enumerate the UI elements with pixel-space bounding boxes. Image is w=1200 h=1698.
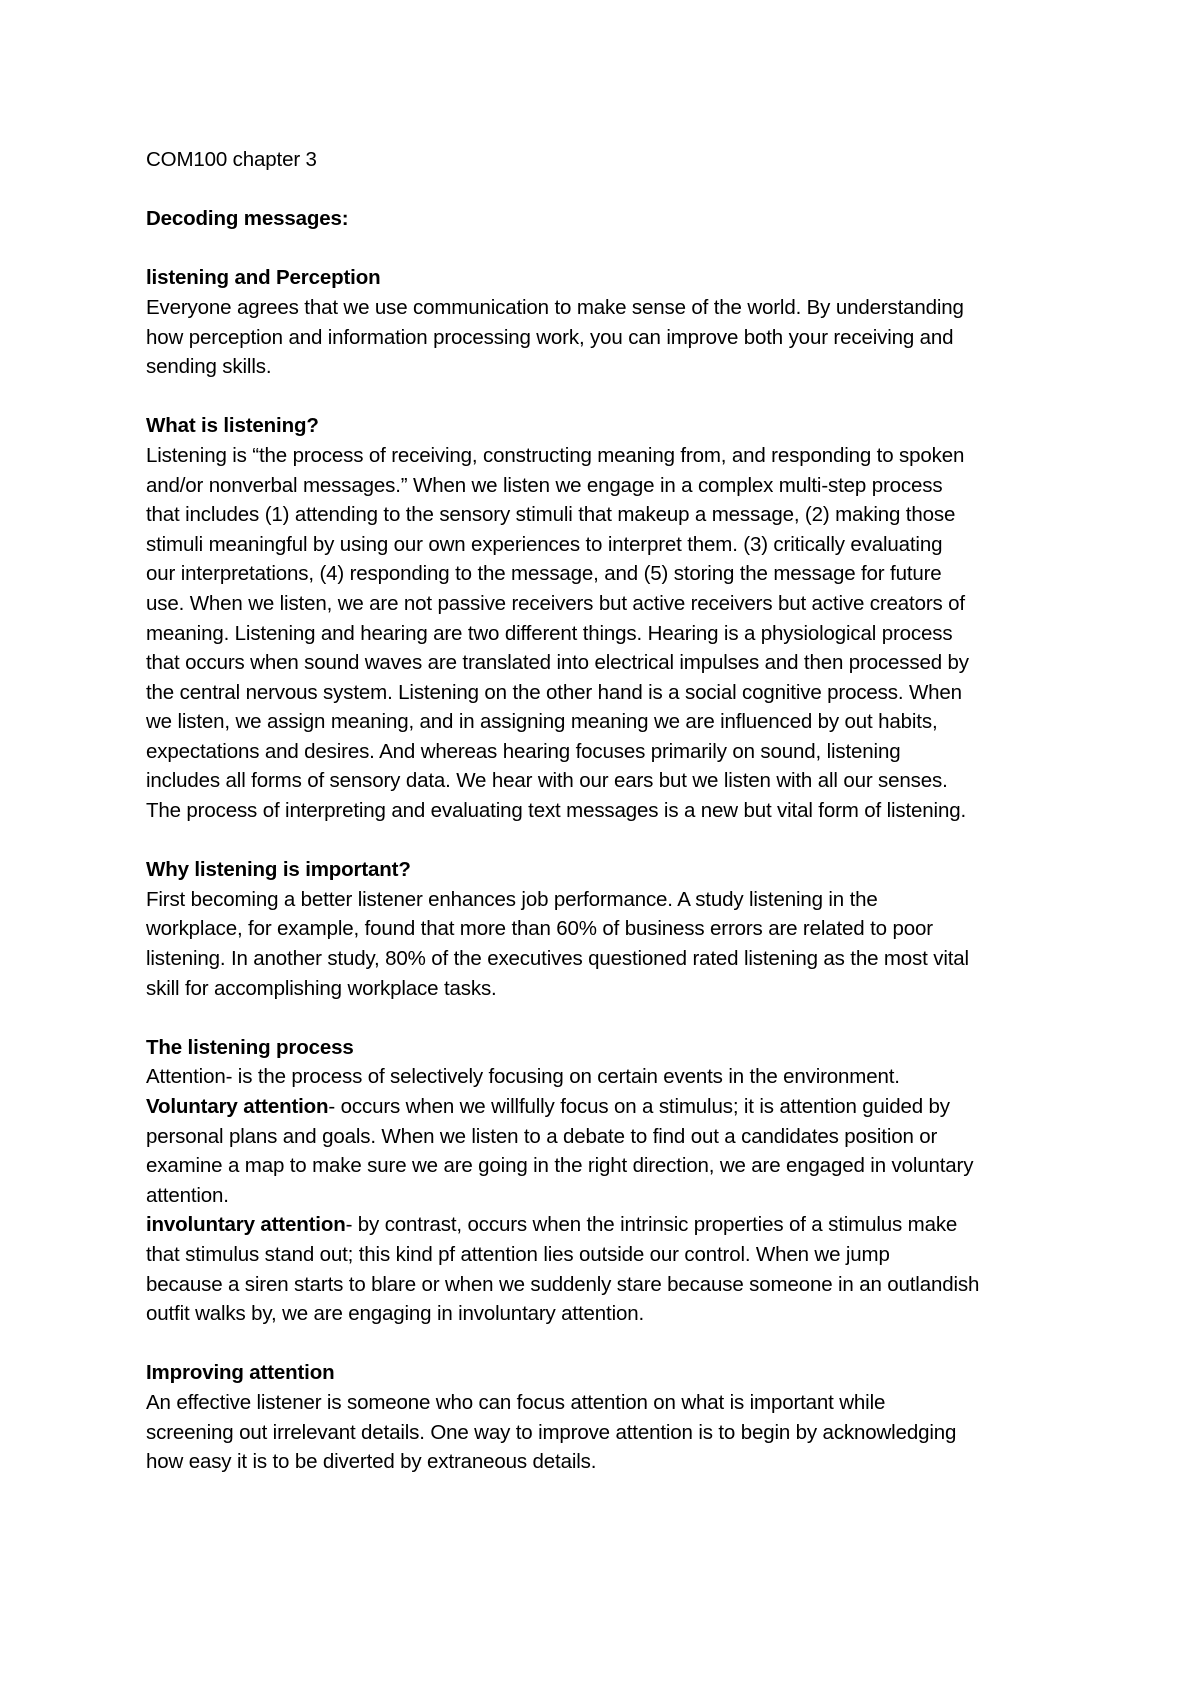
paragraph-line: our interpretations, (4) responding to the message, and (5) storing the message for future <box>146 562 942 586</box>
paragraph-line: workplace, for example, found that more than 60% of business errors are related to poor <box>146 917 933 941</box>
paragraph-line: that includes (1) attending to the sensory stimuli that makeup a message, (2) making those <box>146 503 956 527</box>
spacer <box>146 1329 1086 1359</box>
section-title-what-is-listening: What is listening? <box>146 414 319 438</box>
spacer <box>146 1003 1086 1033</box>
paragraph-line: examine a map to make sure we are going in the right direction, we are engaged in voluntary <box>146 1154 974 1178</box>
paragraph-line: outfit walks by, we are engaging in involuntary attention. <box>146 1302 645 1326</box>
paragraph-line: and/or nonverbal messages.” When we listen we engage in a complex multi-step process <box>146 473 943 497</box>
paragraph-line: we listen, we assign meaning, and in assigning meaning we are influenced by out habits, <box>146 710 938 734</box>
paragraph-line: personal plans and goals. When we listen to a debate to find out a candidates position or <box>146 1124 938 1148</box>
paragraph-line: how easy it is to be diverted by extraneous details. <box>146 1450 597 1474</box>
paragraph-line: screening out irrelevant details. One way to improve attention is to begin by acknowledging <box>146 1420 957 1444</box>
section-title-improving-attention: Improving attention <box>146 1361 335 1385</box>
course-title: COM100 chapter 3 <box>146 148 317 171</box>
paragraph-line: use. When we listen, we are not passive receivers but active receivers but active creators of <box>146 591 965 615</box>
paragraph-line: Everyone agrees that we use communication to make sense of the world. By understanding <box>146 295 964 319</box>
paragraph-line: An effective listener is someone who can focus attention on what is important while <box>146 1390 886 1414</box>
paragraph-line: that stimulus stand out; this kind pf attention lies outside our control. When we jump <box>146 1242 890 1266</box>
term-voluntary-attention: Voluntary attention <box>146 1095 329 1118</box>
spacer <box>146 382 1086 412</box>
paragraph-line: stimuli meaningful by using our own experiences to interpret them. (3) critically evaluating <box>146 532 943 556</box>
paragraph-line: meaning. Listening and hearing are two different things. Hearing is a physiological process <box>146 621 953 645</box>
spacer <box>146 175 1086 205</box>
section-title-why-listening-important: Why listening is important? <box>146 858 411 882</box>
spacer <box>146 234 1086 264</box>
paragraph-line: Attention- is the process of selectively focusing on certain events in the environment. <box>146 1065 900 1089</box>
paragraph-line: because a siren starts to blare or when we suddenly stare because someone in an outlandish <box>146 1272 980 1296</box>
paragraph-line: skill for accomplishing workplace tasks. <box>146 976 497 1000</box>
paragraph-line: listening. In another study, 80% of the executives questioned rated listening as the most vital <box>146 947 969 971</box>
paragraph-line: attention. <box>146 1183 229 1207</box>
paragraph-line: First becoming a better listener enhances job performance. A study listening in the <box>146 887 878 911</box>
involuntary-attention-line <box>146 1210 1086 1240</box>
document-heading: Decoding messages: <box>146 207 349 231</box>
spacer <box>146 826 1086 856</box>
definition-text: - occurs when we willfully focus on a stimulus; it is attention guided by <box>328 1095 950 1118</box>
paragraph-line: how perception and information processing work, you can improve both your receiving and <box>146 325 954 349</box>
paragraph-line: sending skills. <box>146 355 272 379</box>
section-title-listening-process: The listening process <box>146 1035 354 1059</box>
paragraph-line: that occurs when sound waves are translated into electrical impulses and then processed by <box>146 651 969 675</box>
paragraph-line: the central nervous system. Listening on the other hand is a social cognitive process. When <box>146 680 962 704</box>
paragraph-line: The process of interpreting and evaluating text messages is a new but vital form of listening. <box>146 799 967 823</box>
paragraph-line: includes all forms of sensory data. We hear with our ears but we listen with all our senses. <box>146 769 948 793</box>
definition-text: - by contrast, occurs when the intrinsic properties of a stimulus make <box>345 1213 958 1237</box>
document-page <box>146 145 1086 1477</box>
paragraph-line: expectations and desires. And whereas hearing focuses primarily on sound, listening <box>146 739 901 763</box>
term-involuntary-attention: involuntary attention <box>146 1213 346 1237</box>
paragraph-line: Listening is “the process of receiving, constructing meaning from, and responding to spoken <box>146 443 965 467</box>
voluntary-attention-line <box>146 1092 1086 1122</box>
section-title-listening-perception: listening and Perception <box>146 266 381 290</box>
